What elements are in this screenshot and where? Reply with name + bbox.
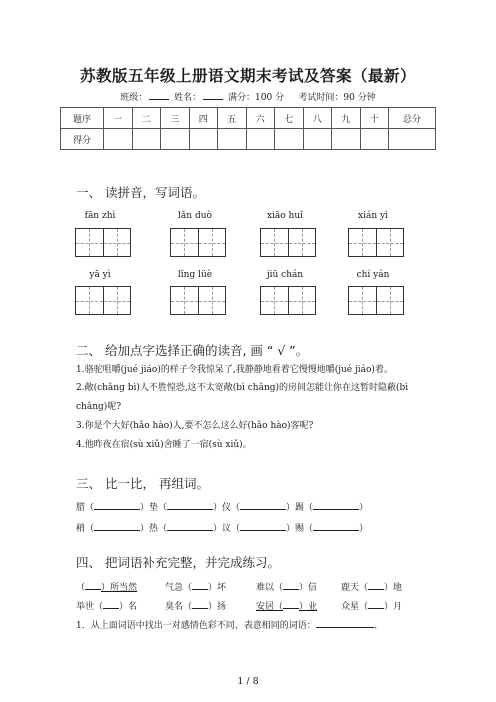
score-label: 满分：100 分: [228, 93, 285, 103]
score-cell: [303, 129, 332, 150]
pinyin-label: lǎn duò: [178, 211, 212, 221]
compare-row-2: [76, 521, 368, 534]
answer-blank[interactable]: [368, 599, 384, 609]
header-cell: 六: [246, 108, 275, 129]
score-cell: [332, 129, 361, 150]
char-label: ）踢（: [286, 503, 314, 513]
score-cell: [189, 129, 218, 150]
section-1-heading: 一、 读拼音，写词语。: [76, 185, 205, 200]
pinyin-label: xiāo huǐ: [266, 211, 304, 221]
header-cell: 七: [275, 108, 304, 129]
header-cell: 题序: [61, 108, 104, 129]
question-line: 2.敞(chǎng bì)人不胜惶恐,这不太宽敞(bì chǎng)的房间怎能让你在这暂时隐蔽(bì: [76, 383, 409, 393]
char-label: ）垫（: [140, 503, 168, 513]
idiom-item: 众星（ ）月: [341, 599, 402, 612]
answer-blank[interactable]: [85, 580, 101, 590]
answer-blank[interactable]: [283, 580, 299, 590]
score-row-label: 得分: [61, 129, 104, 150]
idiom-item: 气急（ ）坏: [165, 580, 226, 593]
writing-box[interactable]: [260, 228, 316, 257]
idiom-item: 安居（ ）业: [256, 599, 317, 612]
exam-meta: [0, 90, 496, 103]
writing-box[interactable]: [75, 228, 131, 257]
header-cell: 三: [161, 108, 190, 129]
header-cell: 总分: [389, 108, 436, 129]
page-number: 1 / 8: [237, 676, 259, 687]
answer-blank[interactable]: [368, 580, 384, 590]
score-table-score-row: [61, 129, 436, 150]
pinyin-label: jiū chán: [266, 270, 304, 280]
question-line: chǎng)呢?: [76, 402, 122, 412]
idiom-item: 鹿天（ ）地: [341, 580, 402, 593]
answer-blank[interactable]: [167, 500, 213, 510]
section-4-heading: 四、 把词语补充完整，并完成练习。: [76, 555, 280, 570]
section-2-heading: 二、 给加点字选择正确的读音, 画 “ √ ”。: [76, 343, 309, 358]
answer-blank[interactable]: [313, 521, 359, 531]
writing-box[interactable]: [170, 286, 226, 315]
answer-blank[interactable]: [94, 521, 140, 531]
answer-blank[interactable]: [94, 500, 140, 510]
score-cell: [161, 129, 190, 150]
header-cell: 二: [132, 108, 161, 129]
header-cell: 一: [104, 108, 133, 129]
answer-blank[interactable]: [316, 618, 374, 628]
answer-blank[interactable]: [167, 521, 213, 531]
score-cell: [246, 129, 275, 150]
answer-blank[interactable]: [240, 521, 286, 531]
char-label: ）热（: [140, 524, 168, 534]
writing-box[interactable]: [260, 286, 316, 315]
score-table-header-row: [61, 108, 436, 129]
answer-blank[interactable]: [192, 580, 208, 590]
score-cell: [275, 129, 304, 150]
answer-blank[interactable]: [240, 500, 286, 510]
pinyin-label: lǐng lüè: [177, 270, 213, 280]
writing-box[interactable]: [75, 286, 131, 315]
char-label: ）: [359, 503, 369, 513]
answer-blank[interactable]: [192, 599, 208, 609]
page-title: 苏教版五年级上册语文期末考试及答案（最新）: [79, 67, 416, 85]
score-cell: [389, 129, 436, 150]
header-cell: 八: [303, 108, 332, 129]
char-label: ）赐（: [286, 524, 314, 534]
writing-box[interactable]: [170, 228, 226, 257]
score-cell: [104, 129, 133, 150]
char-label: ）议（: [213, 524, 241, 534]
time-label: 考试时间：90 分钟: [298, 93, 376, 103]
char-label: 腊（: [76, 503, 95, 513]
pinyin-label: chí yán: [356, 270, 390, 280]
pinyin-label: fān zhì: [84, 211, 116, 221]
answer-blank[interactable]: [283, 599, 299, 609]
answer-blank[interactable]: [313, 500, 359, 510]
idiom-item: 举世（ ）名: [76, 599, 137, 612]
writing-box[interactable]: [348, 228, 404, 257]
header-cell: 四: [189, 108, 218, 129]
pinyin-label: xián yì: [358, 211, 388, 221]
header-cell: 九: [332, 108, 361, 129]
char-label: ）: [359, 524, 369, 534]
writing-box[interactable]: [348, 286, 404, 315]
idiom-item: 臭名（ ）扬: [165, 599, 226, 612]
question-line: 3.你是个大好(hǎo hào)人,要不怎么这么好(hǎo hào)客呢?: [76, 421, 314, 431]
char-label: ）仪（: [213, 503, 241, 513]
score-cell: [218, 129, 247, 150]
question-line: 1．从上面词语中找出一对感情色彩不同、表意相同的词语： 、: [76, 618, 383, 631]
name-blank: [203, 91, 223, 100]
score-cell: [132, 129, 161, 150]
class-label: 班级：: [120, 93, 148, 103]
answer-blank[interactable]: [103, 599, 119, 609]
header-cell: 十: [360, 108, 389, 129]
pinyin-label: yā yì: [89, 270, 111, 280]
question-line: 4.他昨夜在宿(sù xiǔ)舍睡了一宿(sù xiǔ)。: [76, 440, 252, 450]
question-line: 1.骆驼咀嚼(jué jiáo)的样子令我惊呆了,我静静地看着它慢慢地嚼(jué jiáo)着。: [76, 365, 393, 375]
compare-row-1: [76, 500, 368, 513]
idiom-item: 难以（ ）信: [256, 580, 317, 593]
char-label: 稍（: [76, 524, 95, 534]
section-3-heading: 三、 比一比， 再组词。: [76, 476, 209, 491]
header-cell: 五: [218, 108, 247, 129]
score-table: [60, 107, 436, 150]
score-cell: [360, 129, 389, 150]
name-label: 姓名：: [174, 93, 202, 103]
class-blank: [149, 91, 169, 100]
idiom-item: （ ）所当然: [76, 580, 137, 593]
